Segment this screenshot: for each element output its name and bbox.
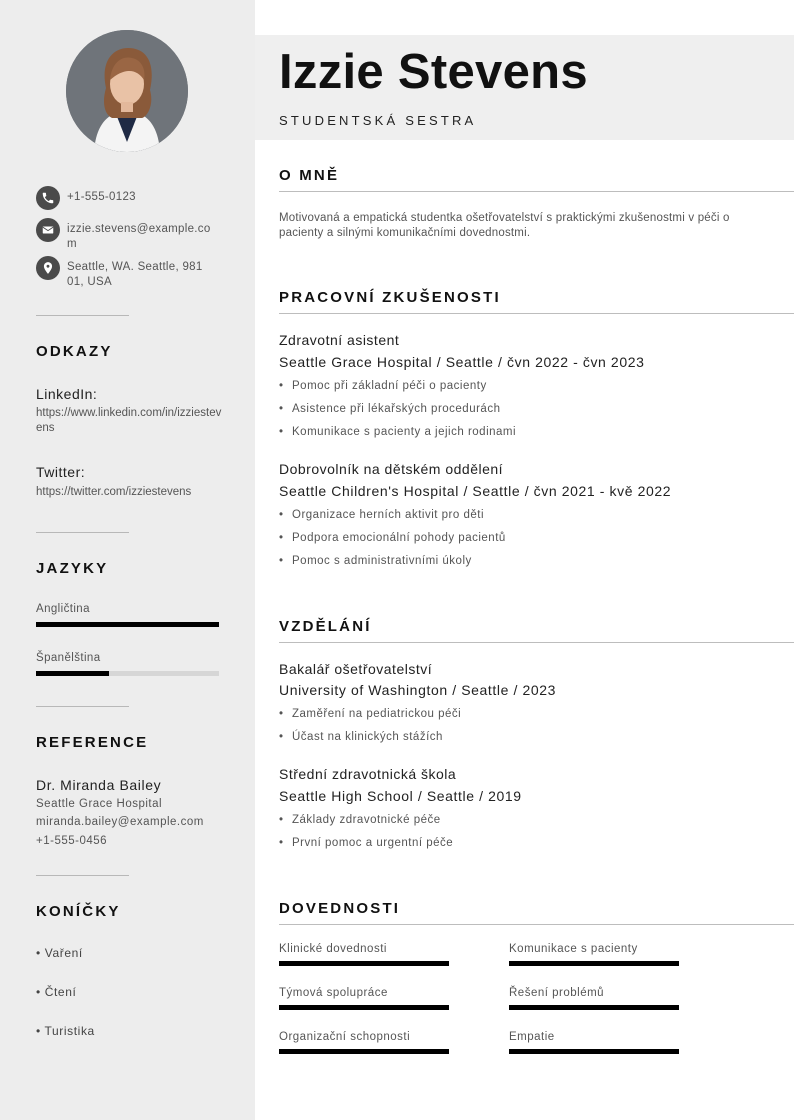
sidebar-divider [36, 532, 129, 533]
skill-name: Řešení problémů [509, 987, 605, 999]
language-level-fill [36, 671, 109, 676]
job-bullet: • Asistence při lékařských procedurách [279, 403, 500, 415]
hobbies-heading: KONÍČKY [36, 903, 121, 920]
reference-name: Dr. Miranda Bailey [36, 777, 162, 793]
about-text: Motivovaná a empatická studentka ošetřovatelství s praktickými zkušenostmi v péči o pacienty a silnými komunikačními dovednostmi. [279, 212, 730, 239]
education-degree: Bakalář ošetřovatelství [279, 661, 433, 677]
links-heading: ODKAZY [36, 343, 113, 360]
skill-name: Empatie [509, 1031, 555, 1043]
job-title: STUDENTSKÁ SESTRA [279, 113, 477, 128]
experience-heading: PRACOVNÍ ZKUŠENOSTI [279, 289, 501, 306]
linkedin-label: LinkedIn: [36, 386, 98, 402]
contact-address [36, 256, 221, 290]
phone-icon [36, 186, 60, 210]
skill-name: Týmová spolupráce [279, 987, 388, 999]
contact-phone [36, 186, 221, 210]
profile-photo [66, 30, 188, 152]
section-rule [279, 191, 794, 192]
languages-heading: JAZYKY [36, 560, 109, 577]
reference-company: Seattle Grace Hospital [36, 798, 163, 810]
language-level-bar [36, 622, 219, 627]
about-heading: O MNĚ [279, 167, 340, 184]
linkedin-url[interactable]: https://www.linkedin.com/in/izziestevens [36, 407, 222, 434]
reference-phone: +1-555-0456 [36, 835, 108, 847]
language-name: Španělština [36, 652, 101, 664]
skill-level-bar [279, 1049, 449, 1054]
phone-text: +1-555-0123 [67, 191, 136, 203]
skill-name: Organizační schopnosti [279, 1031, 411, 1043]
skill-name: Komunikace s pacienty [509, 943, 638, 955]
job-bullet: • Podpora emocionální pohody pacientů [279, 532, 506, 544]
education-heading: VZDĚLÁNÍ [279, 618, 372, 635]
job-role: Dobrovolník na dětském oddělení [279, 461, 504, 477]
language-level-fill [36, 622, 219, 627]
envelope-icon [36, 218, 60, 242]
skill-level-bar [279, 961, 449, 966]
reference-email[interactable]: miranda.bailey@example.com [36, 816, 204, 828]
education-bullet: • Účast na klinických stážích [279, 731, 443, 743]
section-rule [279, 924, 794, 925]
skill-level-bar [509, 1005, 679, 1010]
section-rule [279, 642, 794, 643]
job-organization: Seattle Children's Hospital / Seattle / čvn 2021 - kvě 2022 [279, 483, 672, 499]
hobby-item: • Čtení [36, 985, 77, 999]
skill-name: Klinické dovednosti [279, 943, 387, 955]
email-text[interactable]: izzie.stevens@example.com [67, 223, 211, 250]
address-text: Seattle, WA. Seattle, 98101, USA [67, 261, 203, 288]
hobby-item: • Turistika [36, 1024, 95, 1038]
skills-heading: DOVEDNOSTI [279, 900, 401, 917]
job-role: Zdravotní asistent [279, 332, 400, 348]
job-bullet: • Pomoc při základní péči o pacienty [279, 380, 487, 392]
skill-level-bar [509, 961, 679, 966]
job-organization: Seattle Grace Hospital / Seattle / čvn 2022 - čvn 2023 [279, 354, 645, 370]
education-school: Seattle High School / Seattle / 2019 [279, 788, 522, 804]
education-bullet: • Zaměření na pediatrickou péči [279, 708, 461, 720]
location-pin-icon [36, 256, 60, 280]
reference-heading: REFERENCE [36, 734, 149, 751]
hobby-item: • Vaření [36, 946, 83, 960]
skill-level-bar [279, 1005, 449, 1010]
contact-email [36, 218, 221, 252]
language-level-bar [36, 671, 219, 676]
sidebar-divider [36, 875, 129, 876]
education-bullet: • Základy zdravotnické péče [279, 814, 441, 826]
education-degree: Střední zdravotnická škola [279, 766, 457, 782]
job-bullet: • Organizace herních aktivit pro děti [279, 509, 484, 521]
job-bullet: • Pomoc s administrativními úkoly [279, 555, 472, 567]
skill-level-bar [509, 1049, 679, 1054]
twitter-label: Twitter: [36, 464, 86, 480]
twitter-url[interactable]: https://twitter.com/izziestevens [36, 486, 192, 498]
language-name: Angličtina [36, 603, 90, 615]
section-rule [279, 313, 794, 314]
sidebar-divider [36, 706, 129, 707]
education-bullet: • První pomoc a urgentní péče [279, 837, 453, 849]
job-bullet: • Komunikace s pacienty a jejich rodinami [279, 426, 516, 438]
candidate-name: Izzie Stevens [279, 45, 588, 99]
sidebar-divider [36, 315, 129, 316]
education-school: University of Washington / Seattle / 2023 [279, 682, 556, 698]
